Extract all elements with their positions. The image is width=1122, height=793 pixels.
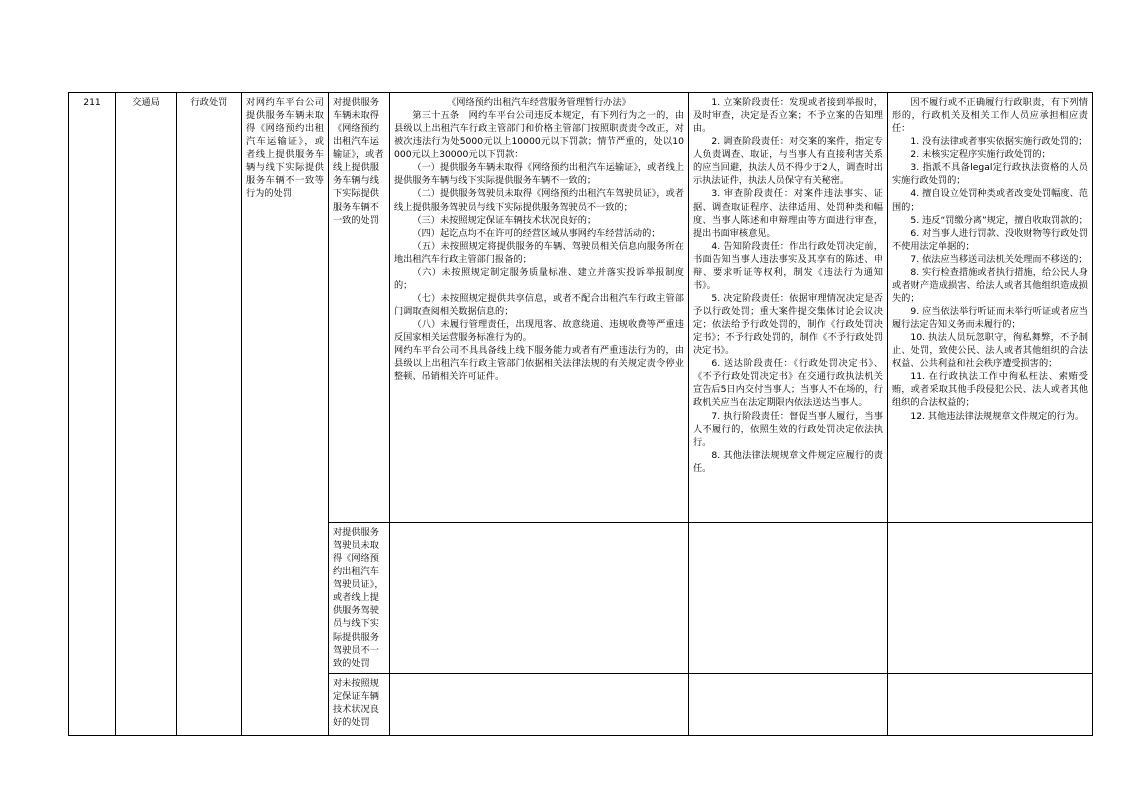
row-procedure	[689, 673, 888, 735]
row-responsibility	[888, 523, 1093, 674]
responsibility-item: 4. 擅自设立处罚种类或者改变处罚幅度、范围的；	[892, 188, 1088, 213]
row-subitem-3: 对未按照规定保证车辆技术状况良好的处罚	[329, 673, 390, 735]
responsibility-item: 2. 未核实定程序实施行政处罚的；	[910, 149, 1051, 161]
legal-basis-title: 《网络预约出租汽车经营服务管理暂行办法》	[447, 97, 631, 108]
responsibility-item: 5. 违反“罚缴分离”规定，擅自收取罚款的；	[910, 214, 1088, 226]
responsibility-item: 11. 在行政执法工作中徇私枉法、索贿受贿，或者采取其他手段侵犯公民、法人或者其他组织的合法权益的；	[892, 371, 1088, 409]
row-item-name: 对网约车平台公司提供服务车辆未取得《网络预约出租汽车运输证》，或者线上提供服务车辆与线下实际提供服务车辆不一致等行为的处罚	[242, 93, 329, 736]
procedure-item: 7. 执行阶段责任：督促当事人履行，当事人不履行的，依照生效的行政处罚决定依法执行。	[693, 410, 883, 448]
procedure-item: 3. 审查阶段责任：对案件违法事实、证据、调查取证程序、法律适用、处罚种类和幅度、当事人陈述和申辩理由等方面进行审查，提出书面审核意见。	[693, 188, 883, 239]
row-procedure	[689, 523, 888, 674]
table-row	[69, 93, 1093, 523]
row-legal-basis	[390, 93, 689, 523]
row-subitem-1: 对提供服务车辆未取得《网络预约出租汽车运输证》，或者线上提供服务车辆与线下实际提供服务车辆不一致的处罚	[329, 93, 390, 523]
row-subitem-2: 对提供服务驾驶员未取得《网络预约出租汽车驾驶员证》，或者线上提供服务驾驶员与线下实际提供服务驾驶员不一致的处罚	[329, 523, 390, 674]
responsibility-item: 9. 应当依法举行听证而未举行听证或者应当履行法定告知义务而未履行的；	[892, 306, 1088, 331]
legal-basis-para: 网约车平台公司不具具备线上线下服务能力或者有严重违法行为的，由县级以上出租汽车行政主管部门依据相关法律法规的有关规定责令停业整顿、吊销相关许可证件。	[394, 345, 684, 383]
legal-basis-para: （三）未按照规定保证车辆技术状况良好的；	[412, 214, 597, 226]
responsibility-item: 3. 指派不具备legal定行政执法资格的人员实施行政处罚的；	[892, 162, 1088, 187]
procedure-item: 6. 送达阶段责任：《行政处罚决定书》、《不予行政处罚决定书》在交通行政执法机关宣告后5日内交付当事人；当事人不在场的，行政机关应当在法定期限内依法送达当事人。	[693, 358, 883, 409]
procedure-item: 8. 其他法律法规规章文件规定应履行的责任。	[693, 449, 883, 474]
legal-basis-para: （二）提供服务驾驶员未取得《网络预约出租汽车驾驶员证》，或者线上提供服务驾驶员与线下实际提供服务驾驶员不一致的；	[394, 188, 684, 213]
responsibility-item: 10. 执法人员玩忽职守，徇私舞弊，不予制止、处罚，致使公民、法人或者其他组织的合法权益、公共利益和社会秩序遭受损害的；	[892, 332, 1088, 370]
responsibility-item: 6. 对当事人进行罚款、没收财物等行政处罚不使用法定单据的；	[892, 227, 1088, 252]
legal-basis-para: 第三十五条 网约车平台公司违反本规定，有下列行为之一的，由县级以上出租汽车行政主管部门和价格主管部门按照职责责令改正，对被次违法行为处5000元以上10000元以下罚款；情节严重的，处以10000元以上30000元以下罚款：	[394, 110, 684, 161]
regulation-table	[68, 92, 1093, 736]
responsibility-item: 12. 其他违法律法规规章文件规定的行为。	[910, 410, 1085, 422]
row-department: 交通局	[116, 93, 177, 736]
row-type: 行政处罚	[177, 93, 242, 736]
responsibility-item: 1. 没有法律或者事实依据实施行政处罚的；	[910, 136, 1088, 148]
legal-basis-para: （七）未按照规定提供共享信息，或者不配合出租汽车行政主管部门调取查阅相关数据信息的；	[394, 292, 684, 317]
responsibility-lead: 因不履行或不正确履行行政职责，有下列情形的，行政机关及相关工作人员应承担相应责任：	[892, 97, 1088, 135]
row-legal-basis	[390, 523, 689, 674]
legal-basis-para: （五）未按照规定将提供服务的车辆、驾驶员相关信息向服务所在地出租汽车行政主管部门报备的；	[394, 240, 684, 265]
procedure-item: 2. 调查阶段责任：对交案的案件，指定专人负责调查、取证，与当事人有直接利害关系的应当回避，执法人员不得少于2人，调查时出示执法证件，执法人员保守有关秘密。	[693, 136, 883, 187]
legal-basis-para: （六）未按照规定制定服务质量标准、建立并落实投诉举报制度的；	[394, 266, 684, 291]
legal-basis-para: （四）起讫点均不在许可的经营区域从事网约车经营活动的；	[412, 227, 661, 239]
row-procedure	[689, 93, 888, 523]
row-legal-basis	[390, 673, 689, 735]
legal-basis-para: （一）提供服务车辆未取得《网络预约出租汽车运输证》，或者线上提供服务车辆与线下实际提供服务车辆不一致的；	[394, 162, 684, 187]
procedure-item: 4. 告知阶段责任：作出行政处罚决定前，书面告知当事人违法事实及其享有的陈述、申辩、要求听证等权利，制发《违法行为通知书》。	[693, 240, 883, 291]
row-id: 211	[69, 93, 116, 736]
procedure-item: 5. 决定阶段责任：依据审理情况决定是否予以行政处罚；重大案件提交集体讨论会议决定；依法给予行政处罚的，制作《行政处罚决定书》；不予行政处罚的，制作《不予行政处罚决定书》。	[693, 292, 883, 357]
procedure-item: 1. 立案阶段责任：发现或者接到举报时，及时审查，决定是否立案；不予立案的告知理由。	[693, 97, 883, 135]
responsibility-item: 8. 实行检查措施或者执行措施，给公民人身或者财产造成损害、给法人或者其他组织造成损失的；	[892, 266, 1088, 304]
row-responsibility	[888, 673, 1093, 735]
legal-basis-para: （八）未履行管理责任，出现甩客、故意绕道、违规收费等严重违反国家相关运营服务标准行为的。	[394, 319, 684, 344]
responsibility-item: 7. 依法应当移送司法机关处理而不移送的；	[910, 253, 1088, 265]
row-responsibility	[888, 93, 1093, 523]
